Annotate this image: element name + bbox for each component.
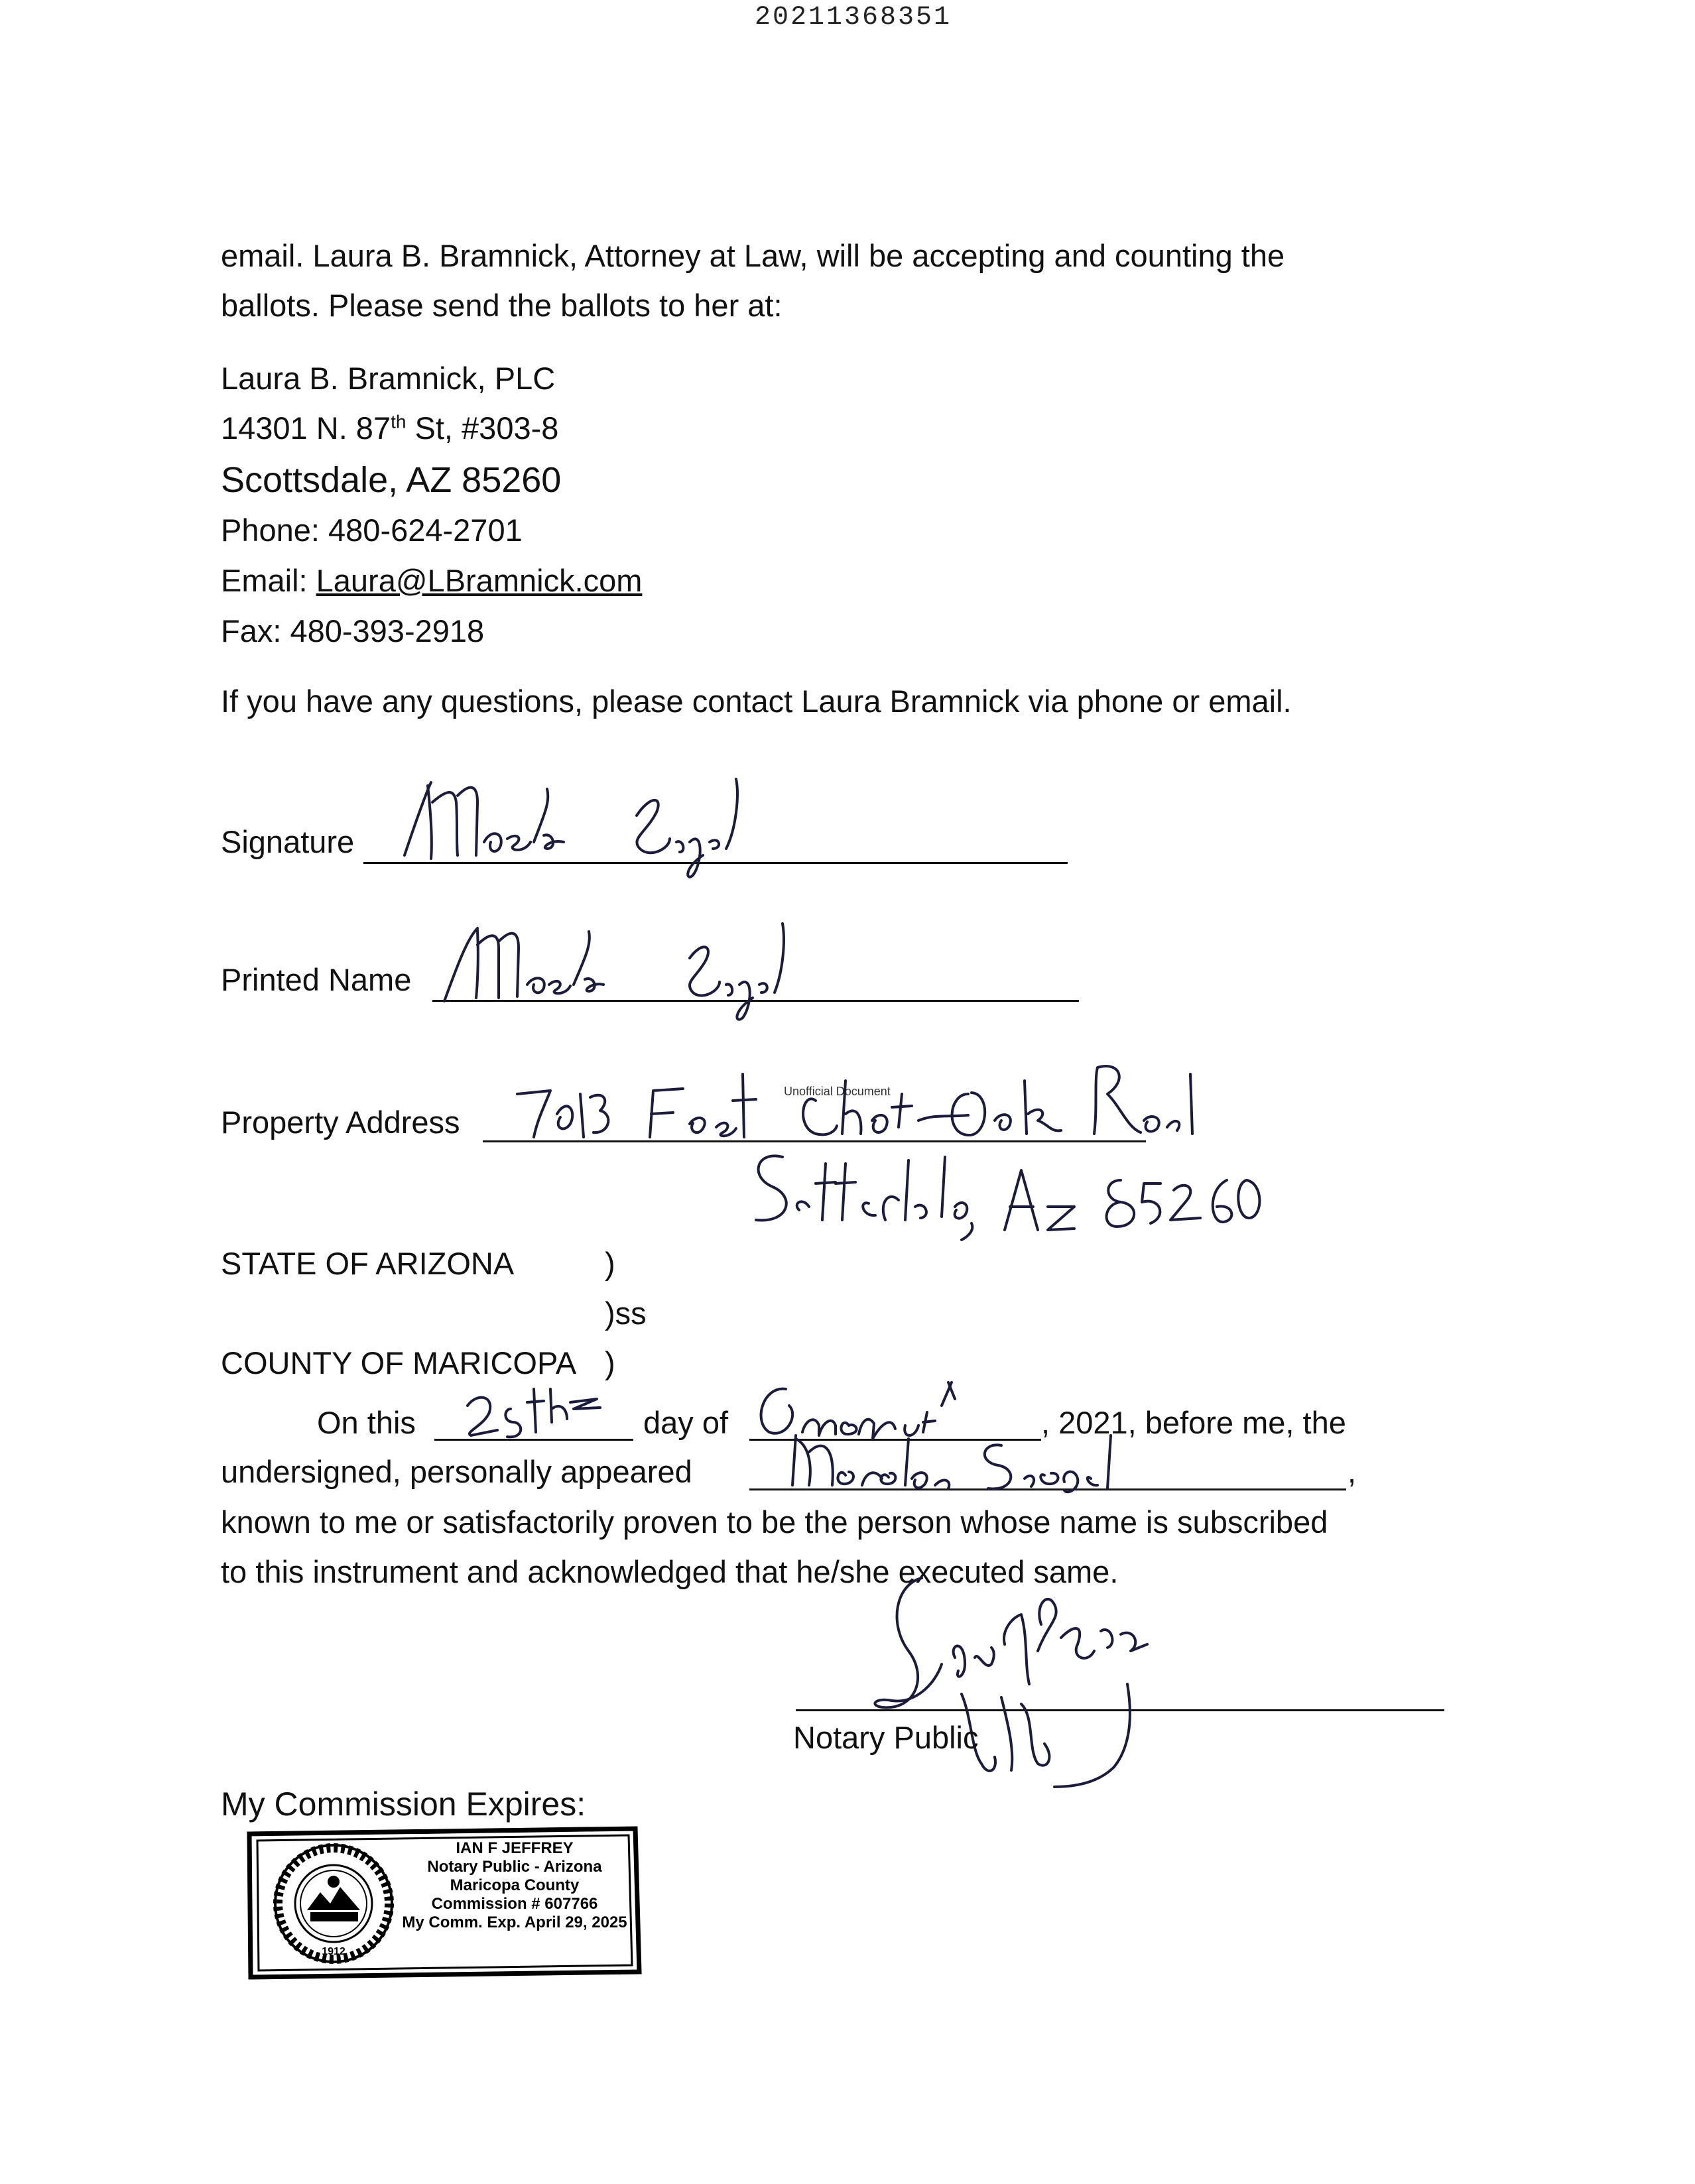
intro-line-2: ballots. Please send the ballots to her at: (221, 288, 783, 323)
undersigned-text: undersigned, personally appeared (221, 1454, 692, 1489)
property-address-handwriting-line2 (743, 1144, 1273, 1243)
stamp-line-3: Maricopa County (450, 1876, 580, 1894)
questions-text: If you have any questions, please contact Laura Bramnick via phone or email. (221, 684, 1292, 719)
notary-public-label: Notary Public (793, 1720, 979, 1755)
intro-line-1: email. Laura B. Bramnick, Attorney at Law, will be accepting and counting the (221, 238, 1285, 273)
contact-name: Laura B. Bramnick, PLC (221, 361, 556, 396)
contact-street-sup: th (391, 411, 407, 432)
stamp-line-5: My Comm. Exp. April 29, 2025 (402, 1913, 627, 1931)
county-paren: ) (605, 1345, 615, 1380)
notary-stamp (244, 1825, 642, 1980)
contact-city: Scottsdale, AZ 85260 (221, 460, 562, 500)
year-text: , 2021, before me, the (1041, 1405, 1346, 1440)
day-handwriting (458, 1382, 610, 1455)
stamp-text (402, 1839, 627, 1932)
stamp-line-2: Notary Public - Arizona (427, 1858, 602, 1876)
contact-street-prefix: 14301 N. 87 (221, 410, 391, 446)
notary-signature-handwriting (855, 1565, 1227, 1830)
seal-year: 1912 (322, 1946, 345, 1957)
stamp-line-4: Commission # 607766 (431, 1895, 598, 1913)
state-label: STATE OF ARIZONA (221, 1246, 515, 1281)
instrument-line: to this instrument and acknowledged that he/she executed same. (221, 1554, 1119, 1589)
contact-phone: Phone: 480-624-2701 (221, 513, 523, 548)
commission-expires-label: My Commission Expires: (221, 1786, 586, 1823)
stamp-line-1: IAN F JEFFREY (456, 1839, 574, 1857)
property-address-label: Property Address (221, 1105, 460, 1140)
on-this-label: On this (317, 1405, 416, 1440)
contact-street (221, 403, 558, 454)
contact-email-link[interactable]: Laura@LBramnick.com (316, 563, 643, 598)
signature-label: Signature (221, 824, 355, 859)
known-line: known to me or satisfactorily proven to be the person whose name is subscribed (221, 1504, 1328, 1540)
contact-street-suffix: St, #303-8 (406, 410, 559, 446)
contact-fax: Fax: 480-393-2918 (221, 613, 485, 648)
printed-name-handwriting (438, 918, 849, 1018)
signature-handwriting (391, 776, 789, 875)
county-label: COUNTY OF MARICOPA (221, 1345, 577, 1380)
appeared-handwriting (783, 1426, 1194, 1498)
record-number: 20211368351 (755, 3, 952, 32)
ss-label: )ss (605, 1296, 647, 1331)
state-paren: ) (605, 1246, 615, 1281)
contact-email-label: Email: (221, 563, 316, 598)
arizona-seal-icon (271, 1841, 397, 1967)
day-of-label: day of (643, 1405, 729, 1440)
printed-name-label: Printed Name (221, 962, 412, 997)
appeared-comma: , (1348, 1454, 1357, 1489)
unofficial-document-watermark: Unofficial Document (784, 1085, 891, 1098)
contact-email-row (221, 556, 642, 606)
